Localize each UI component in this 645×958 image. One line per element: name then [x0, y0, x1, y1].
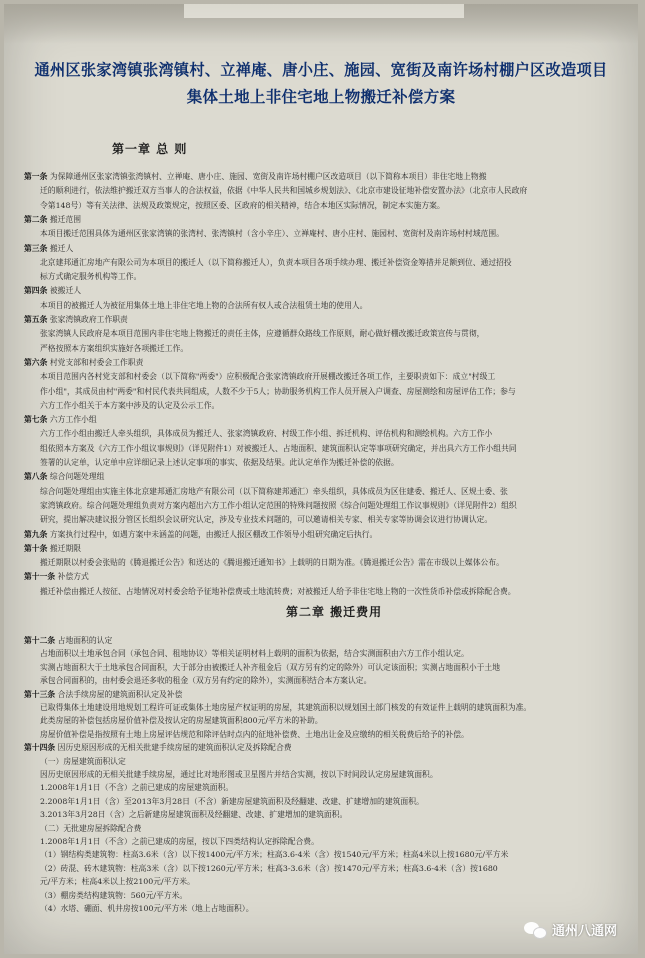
chapter2-line	[24, 810, 636, 819]
article-text: （一）房屋建筑面积认定	[40, 756, 126, 766]
chapter1-line	[24, 286, 620, 295]
chapter1-line	[24, 429, 636, 438]
article-text: 占地面积以土地承包合同（承包合同、租地协议）等相关证明材料上载明的面积为依据，结合实测面积由六方工作小组认定。	[40, 649, 469, 659]
chapter2-line	[24, 824, 636, 833]
chapter1-line	[24, 472, 620, 481]
article-text: 本项目的被搬迁人为被征用集体土地上非住宅地上物的合法所有权人或合法租赁土地的使用人。	[40, 300, 368, 310]
article-text: 因历史原因形成的无相关批建手续房屋，通过比对地形图或卫星图片并结合实测，按以下时间段认定房屋建筑面积。	[40, 770, 438, 779]
article-text: 承包合同面积的，由村委会退还多收的租金（双方另有约定的除外），实测面积结合本方案认定。	[40, 676, 372, 686]
chapter2-heading: 第二章 搬迁费用	[286, 605, 383, 619]
article-text: 搬迁范围	[47, 214, 82, 224]
article-text: 实测占地面积大于土地承包合同面积，大于部分由被搬迁人补齐租金后（双方另有约定的除外）可认定该面积；实测占地面积小于土地	[40, 662, 501, 672]
chat-bubble-icon	[524, 921, 546, 939]
article-text: 北京建邦通汇房地产有限公司为本项目的搬迁人（以下简称搬迁人），负责本项目各项手续办理、搬迁补偿资金筹措并足额到位、通过招投	[40, 257, 512, 267]
article-text: 张家湾镇政府工作职责	[47, 315, 128, 324]
chapter2-line	[24, 837, 636, 846]
article-text: 令第148号）等有关法律、法规及政策规定，按照区委、区政府的相关精神，结合本地区实际情况，制定本实施方案。	[40, 200, 445, 210]
article-text: 元/平方米；柱高4米以上按2100元/平方米。	[40, 877, 195, 887]
article-text: 已取得集体土地建设用地规划工程许可证或集体土地房屋产权证明的房屋，其建筑面积以规划国土部门核发的有效证件上载明的建筑面积为准。	[40, 703, 532, 712]
article-text: 搬迁人	[47, 243, 74, 253]
chapter2-line	[24, 676, 636, 685]
article-text: 为保障通州区张家湾镇张湾镇村、立禅庵、唐小庄、施园、宽街及南许场村棚户区改造项目（以下简称本项目）非住宅地上物搬	[47, 172, 487, 181]
chapter1-line	[24, 229, 636, 238]
chapter1-line	[24, 329, 636, 338]
article-text: 本项目范围内各村党支部和村委会（以下简称"两委"）应积极配合张家湾镇政府开展棚改搬迁各项工作，主要职责如下：成立"村级工	[40, 372, 496, 382]
article-text: （2）砖混、砖木建筑物：柱高3米（含）以下按1260元/平方米；柱高3-3.6米（含）按1470元/平方米；柱高3.6-4米（含）按1680	[40, 863, 498, 873]
article-text: 搬迁期限以村委会张贴的《腾退搬迁公告》和送达的《腾退搬迁通知书》上载明的日期为准。《腾退搬迁公告》需在市级以上媒体公布。	[40, 558, 504, 568]
chapter1-line	[24, 587, 636, 596]
chapter1-line	[24, 244, 620, 253]
chapter1-heading: 第一章 总 则	[112, 142, 188, 156]
article-text: 占地面积的认定	[55, 636, 113, 645]
article-text: 房屋价值补偿是指按照有土地上房屋评估规范和除评估时点内的征地补偿费、土地出让金及应缴纳的相关税费后给予的补偿。	[40, 729, 469, 739]
chapter1-line	[24, 372, 636, 381]
chapter2-line	[24, 663, 636, 672]
chapter1-line	[24, 530, 620, 539]
article-text: 3.2013年3月28日（含）之后新建房屋建筑面积及经翻建、改建、扩建增加的建筑面积。	[40, 810, 348, 820]
document-title-line1: 通州区张家湾镇张湾镇村、立禅庵、唐小庄、施园、宽街及南许场村棚户区改造项目	[34, 61, 608, 79]
chapter2-line	[24, 797, 636, 806]
document-sheet	[4, 4, 638, 954]
article-text: 被搬迁人	[47, 286, 82, 296]
chapter2-line	[24, 703, 636, 712]
article-number: 第十二条	[24, 636, 56, 645]
chapter2-line	[24, 891, 636, 900]
chapter1-line	[24, 401, 636, 410]
chapter1-line	[24, 201, 636, 210]
article-text: 搬迁补偿由搬迁人按征、占地情况对村委会给予征地补偿费或土地流转费；对被搬迁人给予非住宅地上物的一次性货币补偿或拆除配合费。	[40, 586, 516, 596]
article-number: 第七条	[24, 415, 48, 425]
watermark-text: 通州八通网	[552, 924, 618, 939]
article-text: 因历史原因形成的无相关批建手续房屋的建筑面积认定及拆除配合费	[55, 743, 292, 753]
article-text: 1.2008年1月1日（不含）之前已建成的房屋建筑面积。	[40, 783, 234, 793]
article-text: 本项目搬迁范围具体为通州区张家湾镇的张湾村、张湾镇村（含小辛庄）、立禅庵村、唐小庄村、施园村、宽街村及南许场村村域范围。	[40, 229, 504, 239]
article-text: 迁的顺利进行，依法维护搬迁双方当事人的合法权益，依据《中华人民共和国城乡规划法》、《北京市建设征地补偿安置办法》（北京市人民政府	[40, 186, 528, 196]
watermark	[524, 920, 617, 939]
chapter2-line	[24, 743, 620, 752]
article-number: 第二条	[24, 214, 48, 224]
article-text: （4）水塔、硼面、机井房按100元/平方米（地上占地面积）。	[40, 904, 254, 913]
chapter1-line	[24, 415, 620, 424]
article-text: （3）棚房类结构建筑物：560元/平方米。	[40, 890, 188, 900]
article-number: 第一条	[24, 172, 48, 181]
article-text: 方案执行过程中，如遇方案中未涵盖的问题，由搬迁人报区棚改工作领导小组研究确定后执行。	[47, 529, 378, 539]
article-text: 此类房屋的补偿包括房屋价值补偿及按认定的房屋建筑面积800元/平方米的补助。	[40, 716, 323, 726]
chapter1-line	[24, 501, 636, 510]
article-number: 第十三条	[24, 689, 56, 699]
chapter1-line	[24, 487, 636, 496]
chapter2-line	[24, 636, 620, 645]
chapter2-line	[24, 649, 636, 658]
chapter2-line	[24, 730, 636, 739]
chapter2-line	[24, 850, 636, 859]
chapter1-line	[24, 387, 636, 396]
article-text: 2.2008年1月1日（含）至2013年3月28日（不含）新建房屋建筑面积及经翻建、改建、扩建增加的建筑面积。	[40, 796, 424, 806]
article-number: 第六条	[24, 357, 48, 367]
chapter2-line	[24, 904, 636, 913]
article-number: 第九条	[24, 529, 48, 539]
article-text: 严格按照本方案组织实施好各项搬迁工作。	[40, 343, 189, 353]
article-text: 搬迁期限	[47, 543, 82, 553]
article-text: （1）钢结构类建筑物：柱高3.6米（含）以下按1400元/平方米；柱高3.6-4米（含）按1540元/平方米；柱高4米以上按1680元/平方米	[40, 850, 509, 860]
tape-strip	[184, 4, 464, 18]
chapter2-line	[24, 864, 636, 873]
article-text: 研究，提出解决建议报分管区长组织会议研究认定，涉及专业技术问题的，可以邀请相关专家、相关专家等协调会议进行协调认定。	[40, 515, 493, 525]
article-text: 六方工作小组由搬迁人牵头组织，具体成员为搬迁人、张家湾镇政府、村级工作小组、拆迁机构、评估机构和测绘机构。六方工作小	[40, 429, 493, 439]
chapter2-line	[24, 783, 636, 792]
article-text: 作小组"，其成员由村"两委"和村民代表共同组成，人数不少于5人；协助服务机构工作人员开展入户调查、房屋测绘和房屋评估工作；参与	[40, 386, 516, 396]
chapter1-line	[24, 186, 636, 195]
chapter1-line	[24, 315, 620, 324]
article-number: 第四条	[24, 286, 48, 296]
article-text: 六方工作小组	[47, 415, 97, 425]
article-number: 第八条	[24, 472, 48, 482]
article-text: 综合问题处理组	[47, 472, 105, 482]
chapter1-line	[24, 515, 636, 524]
chapter1-line	[24, 344, 636, 353]
article-number: 第三条	[24, 243, 48, 253]
article-text: 签署的认定单，认定单中应详细记录上述认定事项的事实、依据及结果。此认定单作为搬迁补偿的依据。	[40, 458, 399, 467]
chapter2-line	[24, 757, 636, 766]
article-number: 第十四条	[24, 743, 56, 753]
article-text: 六方工作小组关于本方案中涉及的认定及公示工作。	[40, 400, 220, 410]
chapter1-line	[24, 572, 620, 581]
article-number: 第十一条	[24, 572, 56, 582]
article-text: 综合问题处理组由实施主体北京建邦通汇房地产有限公司（以下简称建邦通汇）牵头组织，具体成员为区住建委、搬迁人、区规土委、张	[40, 486, 508, 496]
chapter1-line	[24, 458, 636, 467]
article-text: 组依照本方案及《六方工作小组议事规则》（详见附件1）对被搬迁人、占地面积、建筑面积认定等事项研究确定，并出具六方工作小组共同	[40, 443, 517, 453]
article-text: 合法手续房屋的建筑面积认定及补偿	[55, 689, 183, 699]
chapter1-line	[24, 301, 636, 310]
chapter2-line	[24, 716, 636, 725]
chapter1-line	[24, 544, 620, 553]
chapter2-line	[24, 877, 636, 886]
chapter1-line	[24, 444, 636, 453]
chapter1-line	[24, 358, 620, 367]
document-title-line2: 集体土地上非住宅地上物搬迁补偿方案	[186, 88, 456, 106]
article-text: 1.2008年1月1日（不含）之前已建成的房屋，按以下四类结构认定拆除配合费。	[40, 837, 319, 846]
chapter1-line	[24, 172, 620, 181]
article-text: 补偿方式	[55, 572, 89, 582]
article-text: 标方式确定服务机构等工作。	[40, 272, 142, 282]
chapter1-line	[24, 215, 620, 224]
chapter2-line	[24, 690, 620, 699]
article-text: 村党支部和村委会工作职责	[47, 357, 144, 367]
chapter1-line	[24, 558, 636, 567]
chapter2-line	[24, 770, 636, 779]
article-text: 张家湾镇人民政府是本项目范围内非住宅地上物搬迁的责任主体，应遵循群众路线工作原则，耐心做好棚改搬迁政策宣传与贯彻，	[40, 329, 485, 339]
article-number: 第五条	[24, 315, 48, 324]
article-number: 第十条	[24, 543, 48, 553]
chapter1-line	[24, 272, 636, 281]
chapter1-line	[24, 258, 636, 267]
article-text: （二）无批建房屋拆除配合费	[40, 823, 142, 833]
article-text: 家湾镇政府。综合问题处理组负责对方案内超出六方工作小组认定范围的特殊问题按照《综合问题处理组工作议事规则》（详见附件2）组织	[40, 500, 517, 510]
document-body	[24, 164, 620, 913]
